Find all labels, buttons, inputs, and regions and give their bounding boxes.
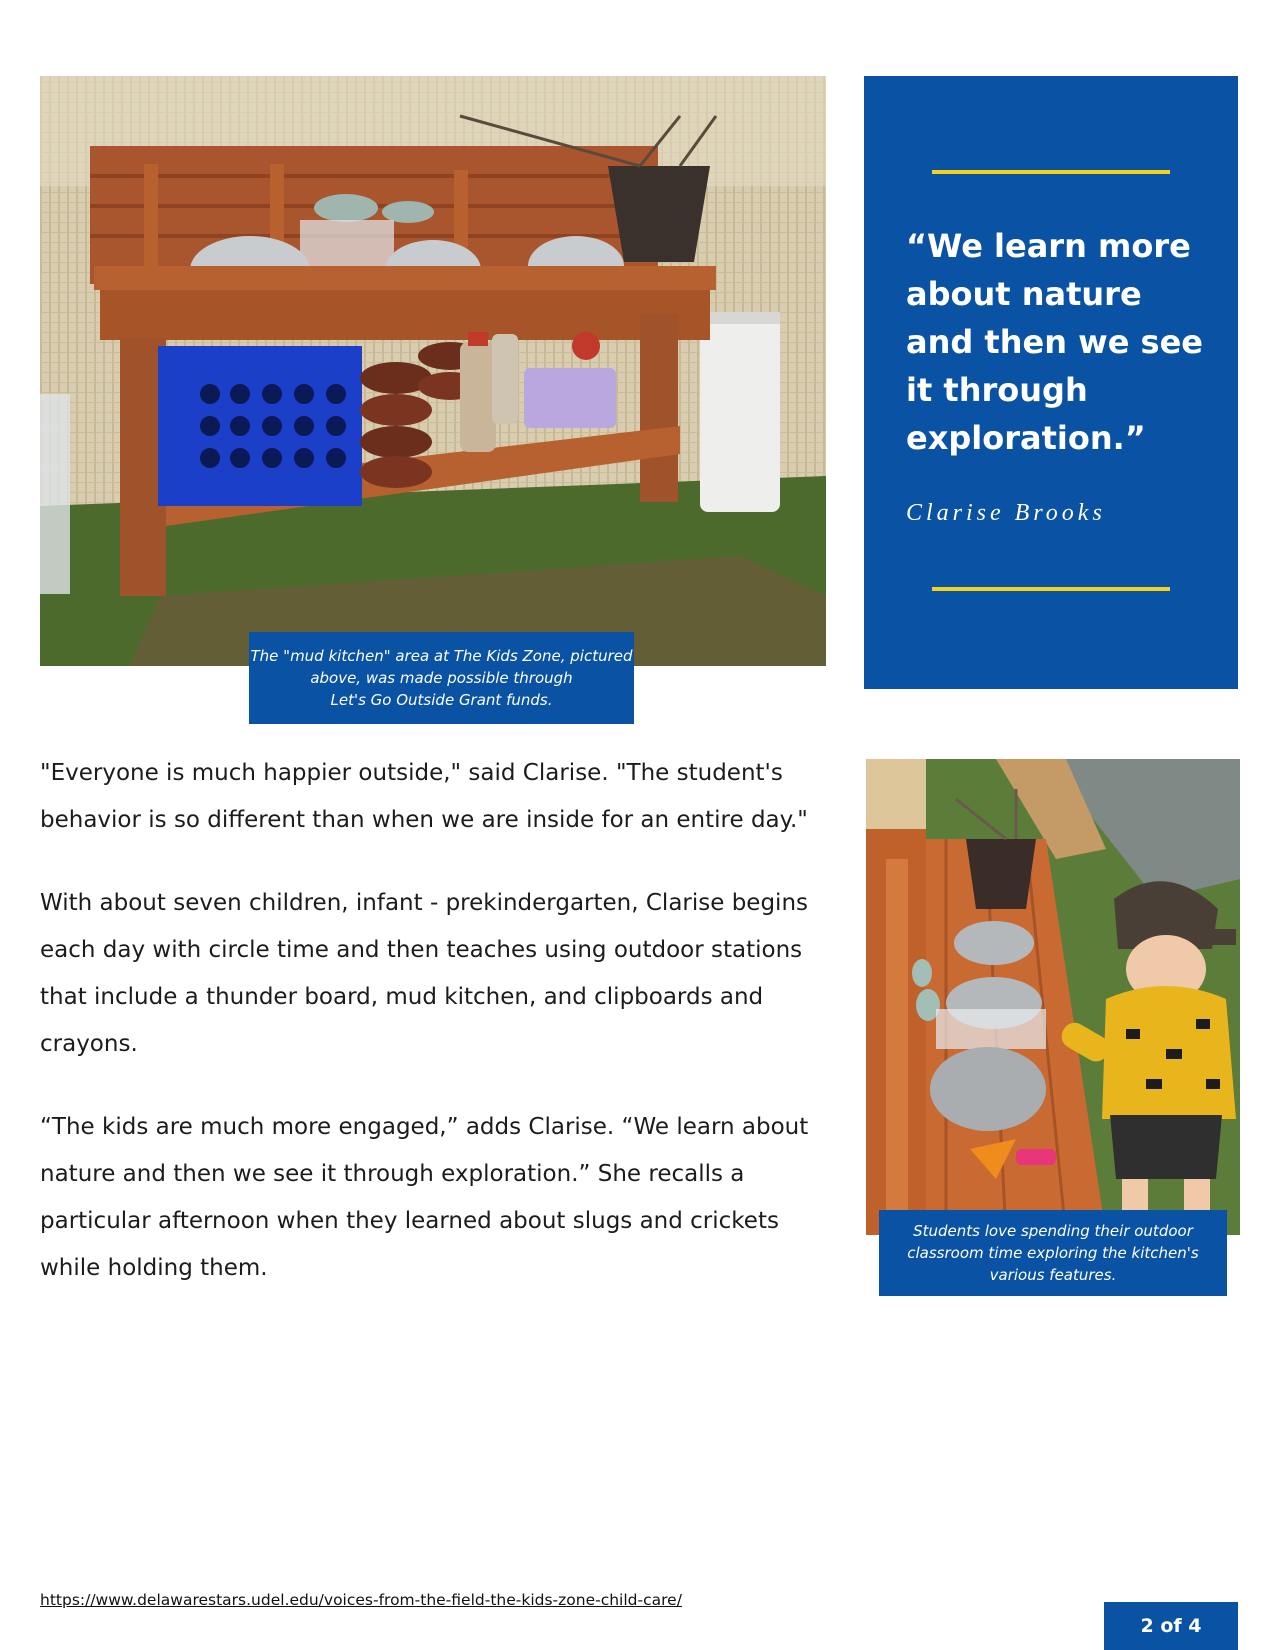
pull-quote-author: Clarise Brooks xyxy=(906,500,1106,526)
caption-line: above, was made possible through xyxy=(310,669,573,687)
article-paragraph: “The kids are much more engaged,” adds Clarise. “We learn about nature and then we see it through exploration.” She recalls a particular afternoon when they learned about slugs and crickets while holding them. xyxy=(40,1114,809,1281)
caption-line: The "mud kitchen" area at The Kids Zone, pictured xyxy=(250,647,633,665)
mud-kitchen-photo xyxy=(40,76,826,666)
pull-quote-text: “We learn more about nature and then we see it through exploration.” xyxy=(906,227,1203,457)
caption-line: Let's Go Outside Grant funds. xyxy=(330,691,553,709)
quote-rule-top xyxy=(932,170,1170,174)
child-at-mud-kitchen-photo xyxy=(866,759,1240,1235)
article-body xyxy=(40,750,840,1328)
caption-line: classroom time exploring the kitchen's xyxy=(907,1244,1199,1262)
caption-line: Students love spending their outdoor xyxy=(913,1222,1193,1240)
mud-kitchen-caption xyxy=(249,632,634,724)
source-link[interactable]: https://www.delawarestars.udel.edu/voices-from-the-field-the-kids-zone-child-care/ xyxy=(40,1591,682,1609)
page-number-badge: 2 of 4 xyxy=(1104,1602,1238,1650)
child-photo-caption xyxy=(879,1210,1227,1296)
quote-rule-bottom xyxy=(932,587,1170,591)
article-paragraph: With about seven children, infant - prekindergarten, Clarise begins each day with circle time and then teaches using outdoor stations that include a thunder board, mud kitchen, and clipboards and crayons. xyxy=(40,890,809,1057)
pull-quote-panel xyxy=(864,76,1238,689)
article-paragraph: "Everyone is much happier outside," said Clarise. "The student's behavior is so different than when we are inside for an entire day." xyxy=(40,760,808,833)
caption-line: various features. xyxy=(989,1266,1117,1284)
